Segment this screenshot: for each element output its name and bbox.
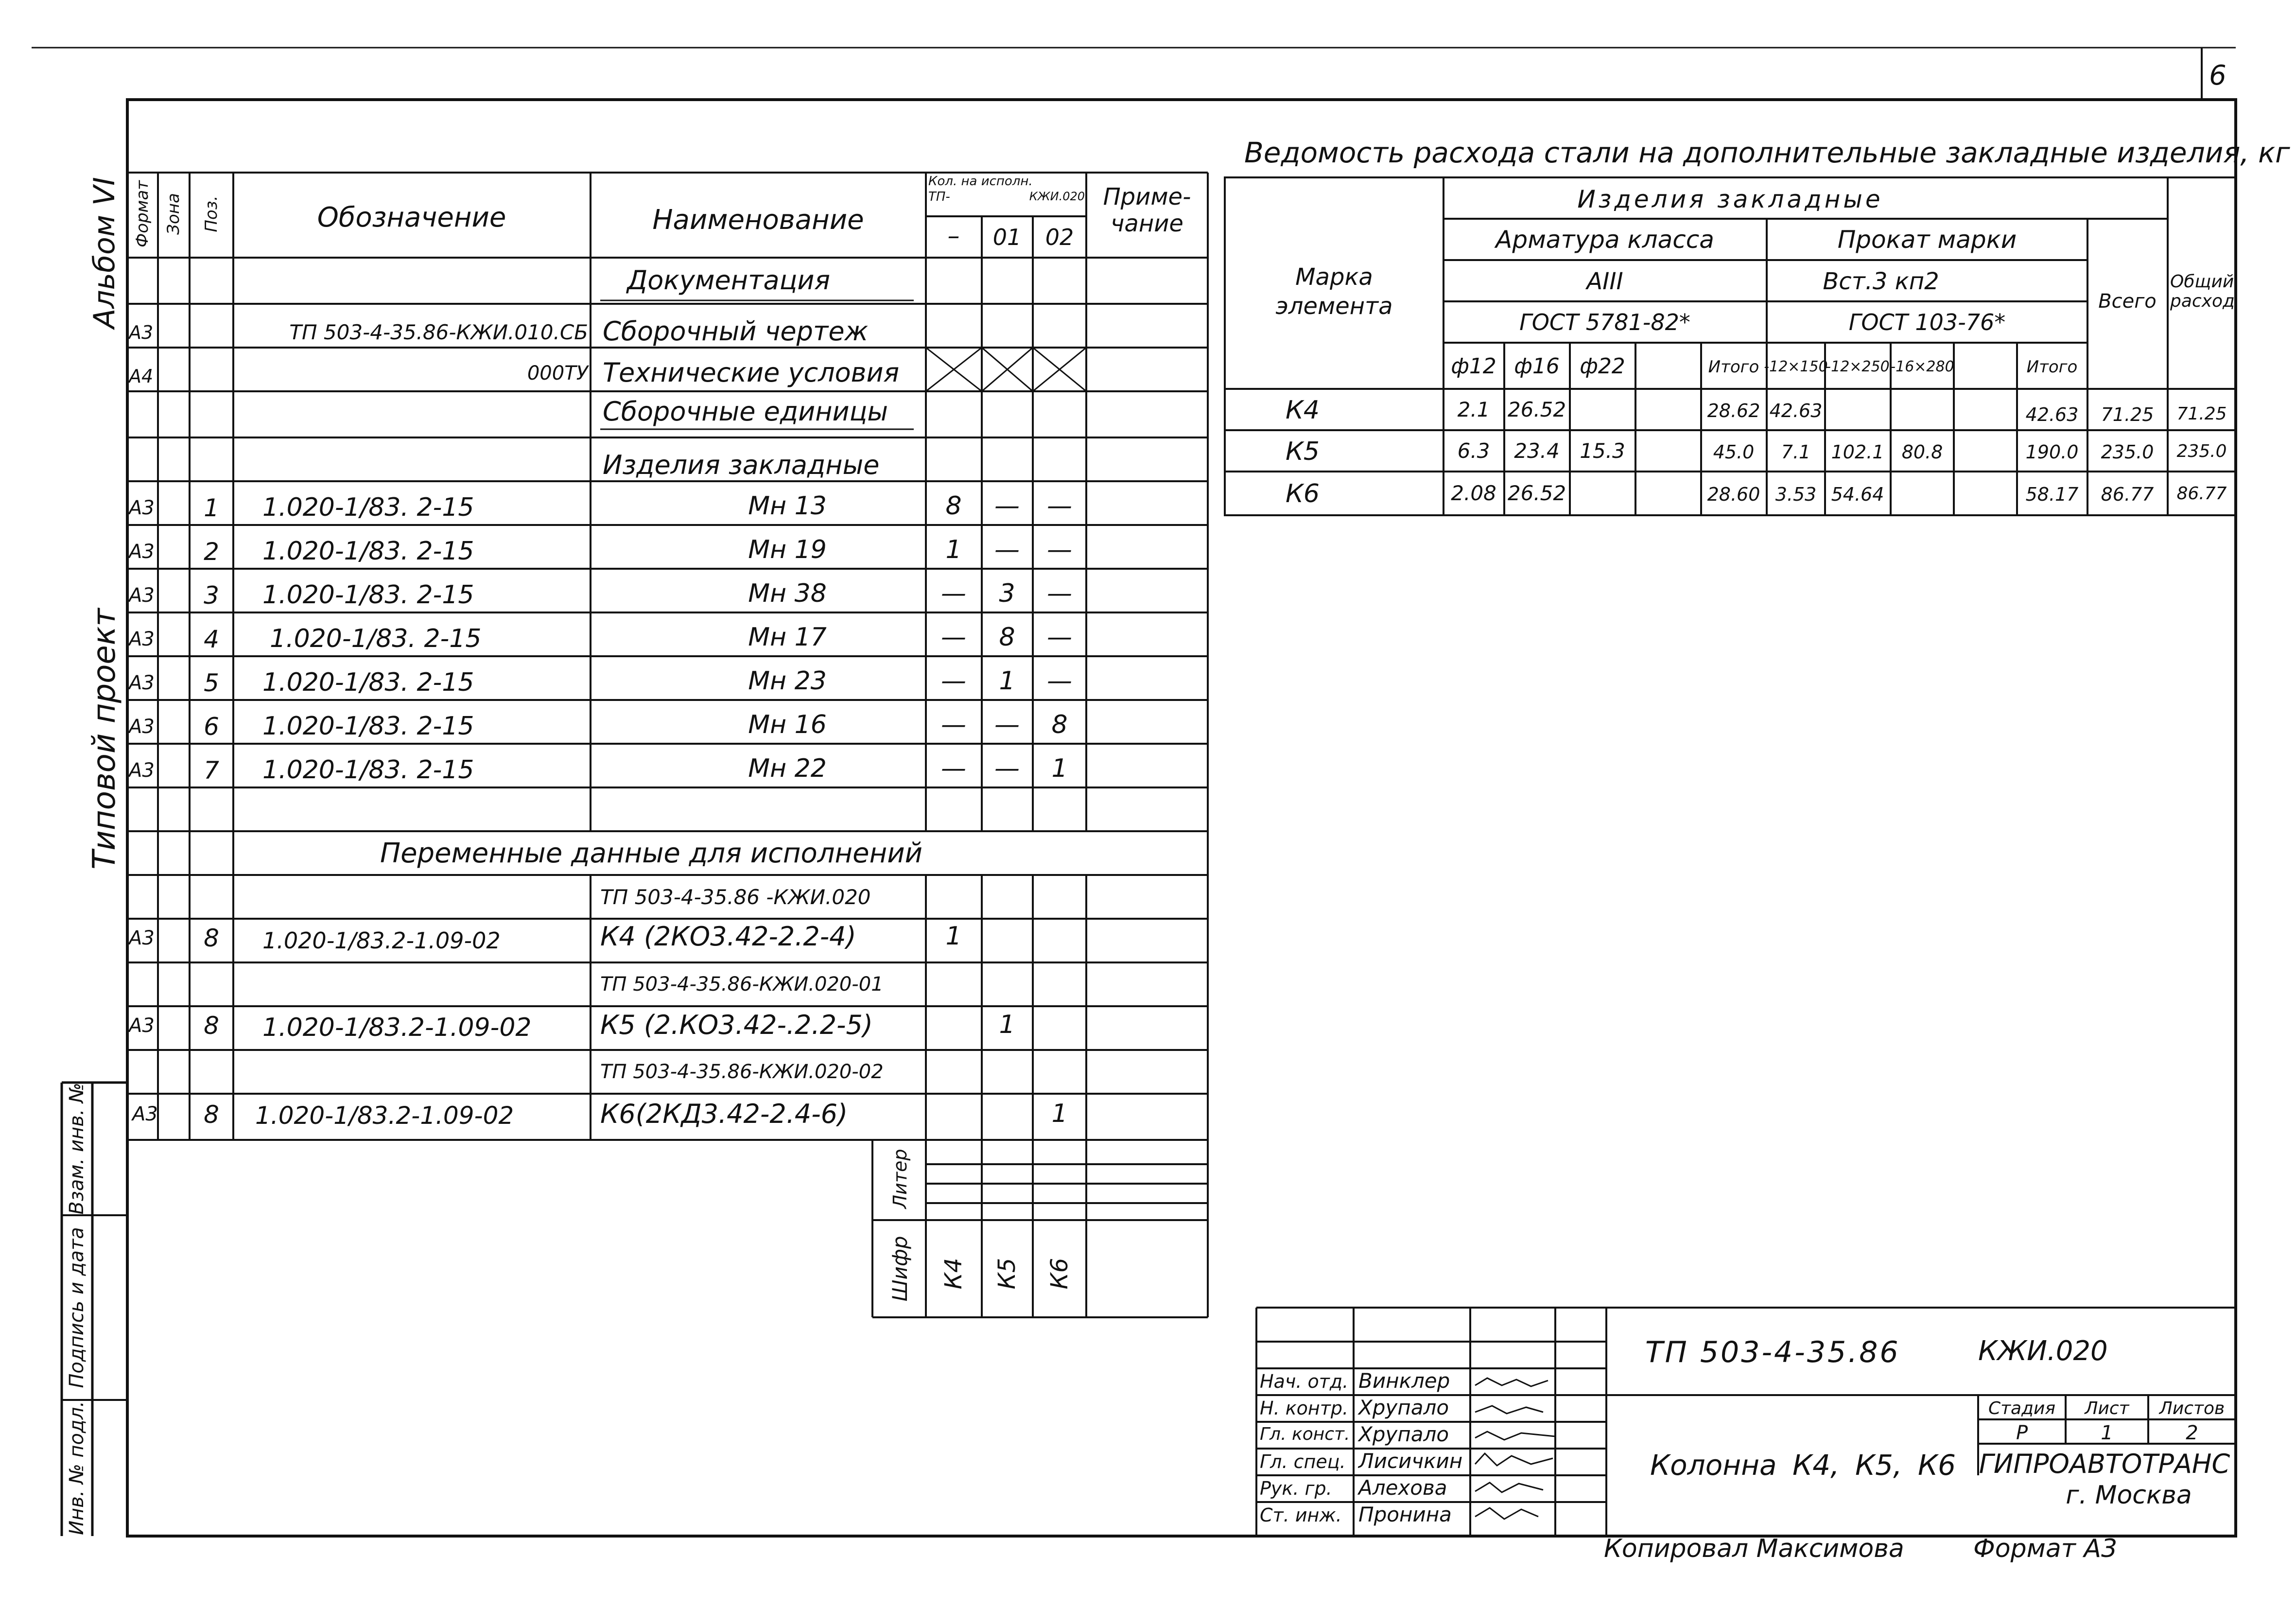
steel-row-k4-12x150: 42.63 (1769, 400, 1823, 421)
doc-row-2-designation: 000ТУ (527, 362, 588, 385)
steel-header-overall: Общий расход (2170, 272, 2235, 311)
header-designation: Обозначение (317, 202, 506, 233)
header-format: Формат (133, 180, 152, 247)
variant-2-q1: 1 (999, 1010, 1015, 1039)
tb-sheet-label: Лист (2085, 1398, 2129, 1418)
header-zone: Зона (164, 193, 183, 235)
tb-name-4: Лисичкин (1358, 1449, 1463, 1473)
tb-name-5: Алехова (1358, 1476, 1447, 1500)
header-qty-dash: – (947, 222, 960, 250)
steel-row-k5-d22: 15.3 (1580, 439, 1625, 463)
variant-3-format: А3 (132, 1103, 158, 1125)
variant-1-pos: 8 (204, 924, 219, 952)
item-2-format: А3 (129, 541, 155, 563)
item-1-q1: — (994, 491, 1020, 521)
signature-3 (1475, 1432, 1555, 1440)
cipher-k5: К5 (993, 1258, 1021, 1290)
variant-3-q2: 1 (1051, 1099, 1068, 1128)
item-5-name: Мн 23 (748, 666, 827, 696)
tb-name-2: Хрупало (1358, 1396, 1449, 1419)
item-2-pos: 2 (204, 538, 219, 566)
item-2-q1: — (994, 535, 1020, 564)
steel-row-k5-d16: 23.4 (1514, 439, 1560, 463)
item-5-q0: — (941, 666, 966, 696)
tb-role-1: Нач. отд. (1260, 1371, 1349, 1392)
variant-2-pos: 8 (204, 1012, 219, 1040)
item-1-name: Мн 13 (748, 491, 827, 521)
variant-3-name: К6(2КД3.42-2.4-6) (600, 1099, 848, 1129)
tb-role-4: Гл. спец. (1260, 1451, 1346, 1472)
steel-header-mark: Марка элемента (1275, 263, 1393, 320)
item-2-q2: — (1047, 535, 1072, 564)
steel-table-title: Ведомость расхода стали на дополнительные закладные изделия, кг (1244, 136, 2290, 169)
section-variable-data: Переменные данные для исполнений (380, 838, 923, 869)
steel-header-embedded: Изделия закладные (1577, 185, 1883, 213)
steel-row-k6-rebar-subtotal: 28.60 (1707, 484, 1760, 505)
variant-2-designation: 1.020-1/83.2-1.09-02 (262, 1013, 532, 1042)
item-6-q2: 8 (1051, 710, 1068, 739)
steel-header-rolled-gost: ГОСТ 103-76* (1848, 309, 2006, 335)
steel-col-d22: ф22 (1580, 354, 1625, 379)
steel-col-rolled-subtotal: Итого (2026, 357, 2078, 377)
variant-2-name: К5 (2.КО3.42-.2.2-5) (600, 1010, 873, 1040)
steel-row-k4-d12: 2.1 (1457, 398, 1490, 421)
variant-1-format: А3 (129, 927, 155, 949)
steel-row-k4-total: 71.25 (2101, 404, 2154, 425)
steel-row-k5-12x150: 7.1 (1781, 441, 1811, 463)
item-7-q2: 1 (1051, 754, 1068, 783)
item-4-pos: 4 (204, 625, 219, 653)
copied-by: Копировал Максимова (1604, 1534, 1904, 1563)
header-qty: Кол. на исполн. (928, 174, 1033, 189)
inv-no-label: Инв. № подл. (66, 1401, 88, 1535)
steel-row-k5-mark: К5 (1285, 437, 1320, 466)
item-5-pos: 5 (204, 669, 219, 697)
doc-row-2-format: А4 (129, 366, 154, 387)
item-4-format: А3 (129, 628, 155, 650)
item-1-format: А3 (129, 497, 155, 519)
item-6-format: А3 (129, 716, 155, 738)
item-2-name: Мн 19 (748, 535, 827, 564)
format-label: Формат А3 (1973, 1534, 2118, 1563)
item-6-q1: — (994, 710, 1020, 739)
steel-row-k6-12x150: 3.53 (1775, 484, 1817, 505)
item-5-q2: — (1047, 666, 1072, 696)
signature-date-label: Подпись и дата (66, 1227, 88, 1388)
signature-1 (1475, 1378, 1548, 1386)
steel-row-k4-rebar-subtotal: 28.62 (1707, 400, 1760, 421)
album-label: Альбом VI (87, 177, 122, 329)
header-name: Наименование (652, 204, 864, 236)
doc-row-1-name: Сборочный чертеж (603, 316, 869, 347)
steel-row-k6-total: 86.77 (2101, 484, 2154, 505)
item-7-name: Мн 22 (748, 754, 827, 783)
tb-name-1: Винклер (1358, 1369, 1450, 1393)
project-type-label: Типовой проект (87, 608, 122, 870)
tb-stage-label: Стадия (1988, 1398, 2056, 1418)
steel-col-rebar-subtotal: Итого (1708, 357, 1759, 377)
item-1-q2: — (1047, 491, 1072, 521)
item-3-pos: 3 (204, 581, 219, 610)
replace-inv-label: Взам. инв. № (66, 1083, 88, 1215)
steel-row-k5-d12: 6.3 (1457, 439, 1490, 463)
tb-org: ГИПРОАВТОТРАНС (1979, 1449, 2230, 1479)
cipher-k4: К4 (940, 1258, 967, 1290)
item-3-q1: 3 (999, 579, 1015, 608)
page-number: 6 (2209, 60, 2226, 91)
item-4-q1: 8 (999, 623, 1015, 652)
tb-sheets-label: Листов (2159, 1398, 2225, 1418)
item-6-designation: 1.020-1/83. 2-15 (262, 712, 474, 741)
variant-3-pos: 8 (204, 1101, 219, 1129)
steel-row-k4-rolled-subtotal: 42.63 (2025, 404, 2079, 425)
steel-col-12x250: -12×250 (1826, 358, 1890, 375)
item-5-q1: 1 (999, 666, 1015, 696)
steel-row-k6-rolled-subtotal: 58.17 (2025, 484, 2079, 505)
item-1-designation: 1.020-1/83. 2-15 (262, 493, 474, 522)
item-2-designation: 1.020-1/83. 2-15 (262, 537, 474, 566)
header-pos: Поз. (202, 195, 221, 232)
signature-2 (1475, 1406, 1543, 1414)
tb-role-5: Рук. гр. (1260, 1478, 1332, 1499)
variant-3-designation: 1.020-1/83.2-1.09-02 (255, 1101, 514, 1130)
steel-row-k5-rebar-subtotal: 45.0 (1713, 441, 1755, 463)
variant-3-doc: ТП 503-4-35.86-КЖИ.020-02 (600, 1061, 884, 1083)
header-qty-02: 02 (1045, 224, 1074, 250)
tb-name-6: Пронина (1358, 1503, 1452, 1526)
tb-role-3: Гл. конст. (1260, 1424, 1350, 1444)
steel-col-d16: ф16 (1514, 354, 1560, 379)
tb-object: Колонна К4, К5, К6 (1650, 1449, 1956, 1482)
tb-sheet: 1 (2101, 1422, 2113, 1444)
signature-5 (1475, 1483, 1543, 1492)
steel-row-k6-overall: 86.77 (2176, 484, 2227, 504)
cipher-label: Шифр (888, 1236, 912, 1302)
steel-row-k5-overall: 235.0 (2176, 441, 2227, 461)
item-4-designation: 1.020-1/83. 2-15 (270, 624, 482, 653)
liter-label: Литер (889, 1149, 911, 1209)
steel-row-k4-d16: 26.52 (1507, 398, 1566, 421)
variant-1-q0: 1 (945, 922, 962, 951)
header-note: Приме-чание (1103, 183, 1191, 238)
steel-header-rolled: Прокат марки (1837, 226, 2017, 254)
section-documentation: Документация (627, 265, 830, 296)
tb-stage: Р (2016, 1422, 2028, 1444)
item-6-pos: 6 (204, 713, 219, 741)
steel-row-k5-16x280: 80.8 (1901, 441, 1943, 463)
item-3-format: А3 (129, 584, 155, 607)
steel-row-k5-rolled-subtotal: 190.0 (2025, 441, 2079, 463)
variant-2-doc: ТП 503-4-35.86-КЖИ.020-01 (600, 973, 884, 996)
cipher-k6: К6 (1046, 1258, 1073, 1290)
section-embedded-items: Изделия закладные (603, 450, 880, 480)
header-qty-01: 01 (992, 224, 1022, 250)
steel-row-k6-mark: К6 (1285, 479, 1320, 508)
item-2-q0: 1 (945, 535, 962, 564)
steel-row-k6-12x250: 54.64 (1831, 484, 1884, 505)
steel-row-k6-d16: 26.52 (1507, 481, 1566, 505)
tb-code: ТП 503-4-35.86 (1645, 1335, 1900, 1369)
steel-header-rolled-grade: Вст.3 кп2 (1823, 268, 1939, 295)
item-7-format: А3 (129, 759, 155, 782)
variant-2-format: А3 (129, 1014, 155, 1037)
steel-row-k6-d12: 2.08 (1451, 481, 1496, 505)
item-7-designation: 1.020-1/83. 2-15 (262, 755, 474, 785)
item-1-q0: 8 (945, 491, 962, 521)
doc-row-1-designation: ТП 503-4-35.86-КЖИ.010.СБ (289, 320, 588, 344)
variant-1-designation: 1.020-1/83.2-1.09-02 (262, 927, 501, 954)
item-5-format: А3 (129, 672, 155, 694)
variant-1-doc: ТП 503-4-35.86 -КЖИ.020 (600, 885, 871, 909)
section-assembly-units: Сборочные единицы (603, 396, 888, 427)
signature-6 (1475, 1508, 1538, 1519)
steel-col-d12: ф12 (1451, 354, 1496, 379)
tb-role-6: Ст. инж. (1260, 1504, 1342, 1526)
steel-header-rebar-gost: ГОСТ 5781-82* (1519, 309, 1690, 335)
steel-header-total: Всего (2098, 290, 2157, 313)
signature-4 (1475, 1453, 1553, 1466)
steel-col-12x150: -12×150 (1764, 358, 1828, 375)
steel-header-rebar-grade: АIII (1586, 268, 1623, 295)
item-5-designation: 1.020-1/83. 2-15 (262, 668, 474, 697)
item-7-pos: 7 (204, 756, 219, 785)
tb-doc: КЖИ.020 (1978, 1335, 2108, 1367)
header-qty-tp: ТП- (928, 190, 950, 204)
item-3-name: Мн 38 (748, 579, 827, 608)
tb-city: г. Москва (2066, 1481, 2192, 1510)
item-7-q0: — (941, 754, 966, 783)
item-6-name: Мн 16 (748, 710, 827, 739)
tb-sheets: 2 (2186, 1422, 2198, 1444)
steel-row-k4-overall: 71.25 (2176, 404, 2227, 424)
item-4-q2: — (1047, 623, 1072, 652)
item-6-q0: — (941, 710, 966, 739)
item-4-name: Мн 17 (748, 623, 827, 652)
steel-header-rebar-class: Арматура класса (1496, 226, 1714, 254)
steel-row-k4-mark: К4 (1285, 396, 1320, 425)
item-4-q0: — (941, 623, 966, 652)
steel-row-k5-total: 235.0 (2101, 441, 2154, 463)
tb-name-3: Хрупало (1358, 1422, 1449, 1446)
doc-row-2-name: Технические условия (603, 357, 900, 388)
item-1-pos: 1 (204, 494, 219, 522)
item-7-q1: — (994, 754, 1020, 783)
item-3-designation: 1.020-1/83. 2-15 (262, 580, 474, 610)
steel-col-16x280: -16×280 (1890, 358, 1954, 375)
item-3-q2: — (1047, 579, 1072, 608)
tb-role-2: Н. контр. (1260, 1398, 1349, 1419)
variant-1-name: К4 (2КО3.42-2.2-4) (600, 921, 856, 952)
doc-row-1-format: А3 (129, 322, 154, 343)
item-3-q0: — (941, 579, 966, 608)
header-qty-kzhi: КЖИ.020 (1029, 190, 1085, 203)
steel-row-k5-12x250: 102.1 (1831, 441, 1884, 463)
